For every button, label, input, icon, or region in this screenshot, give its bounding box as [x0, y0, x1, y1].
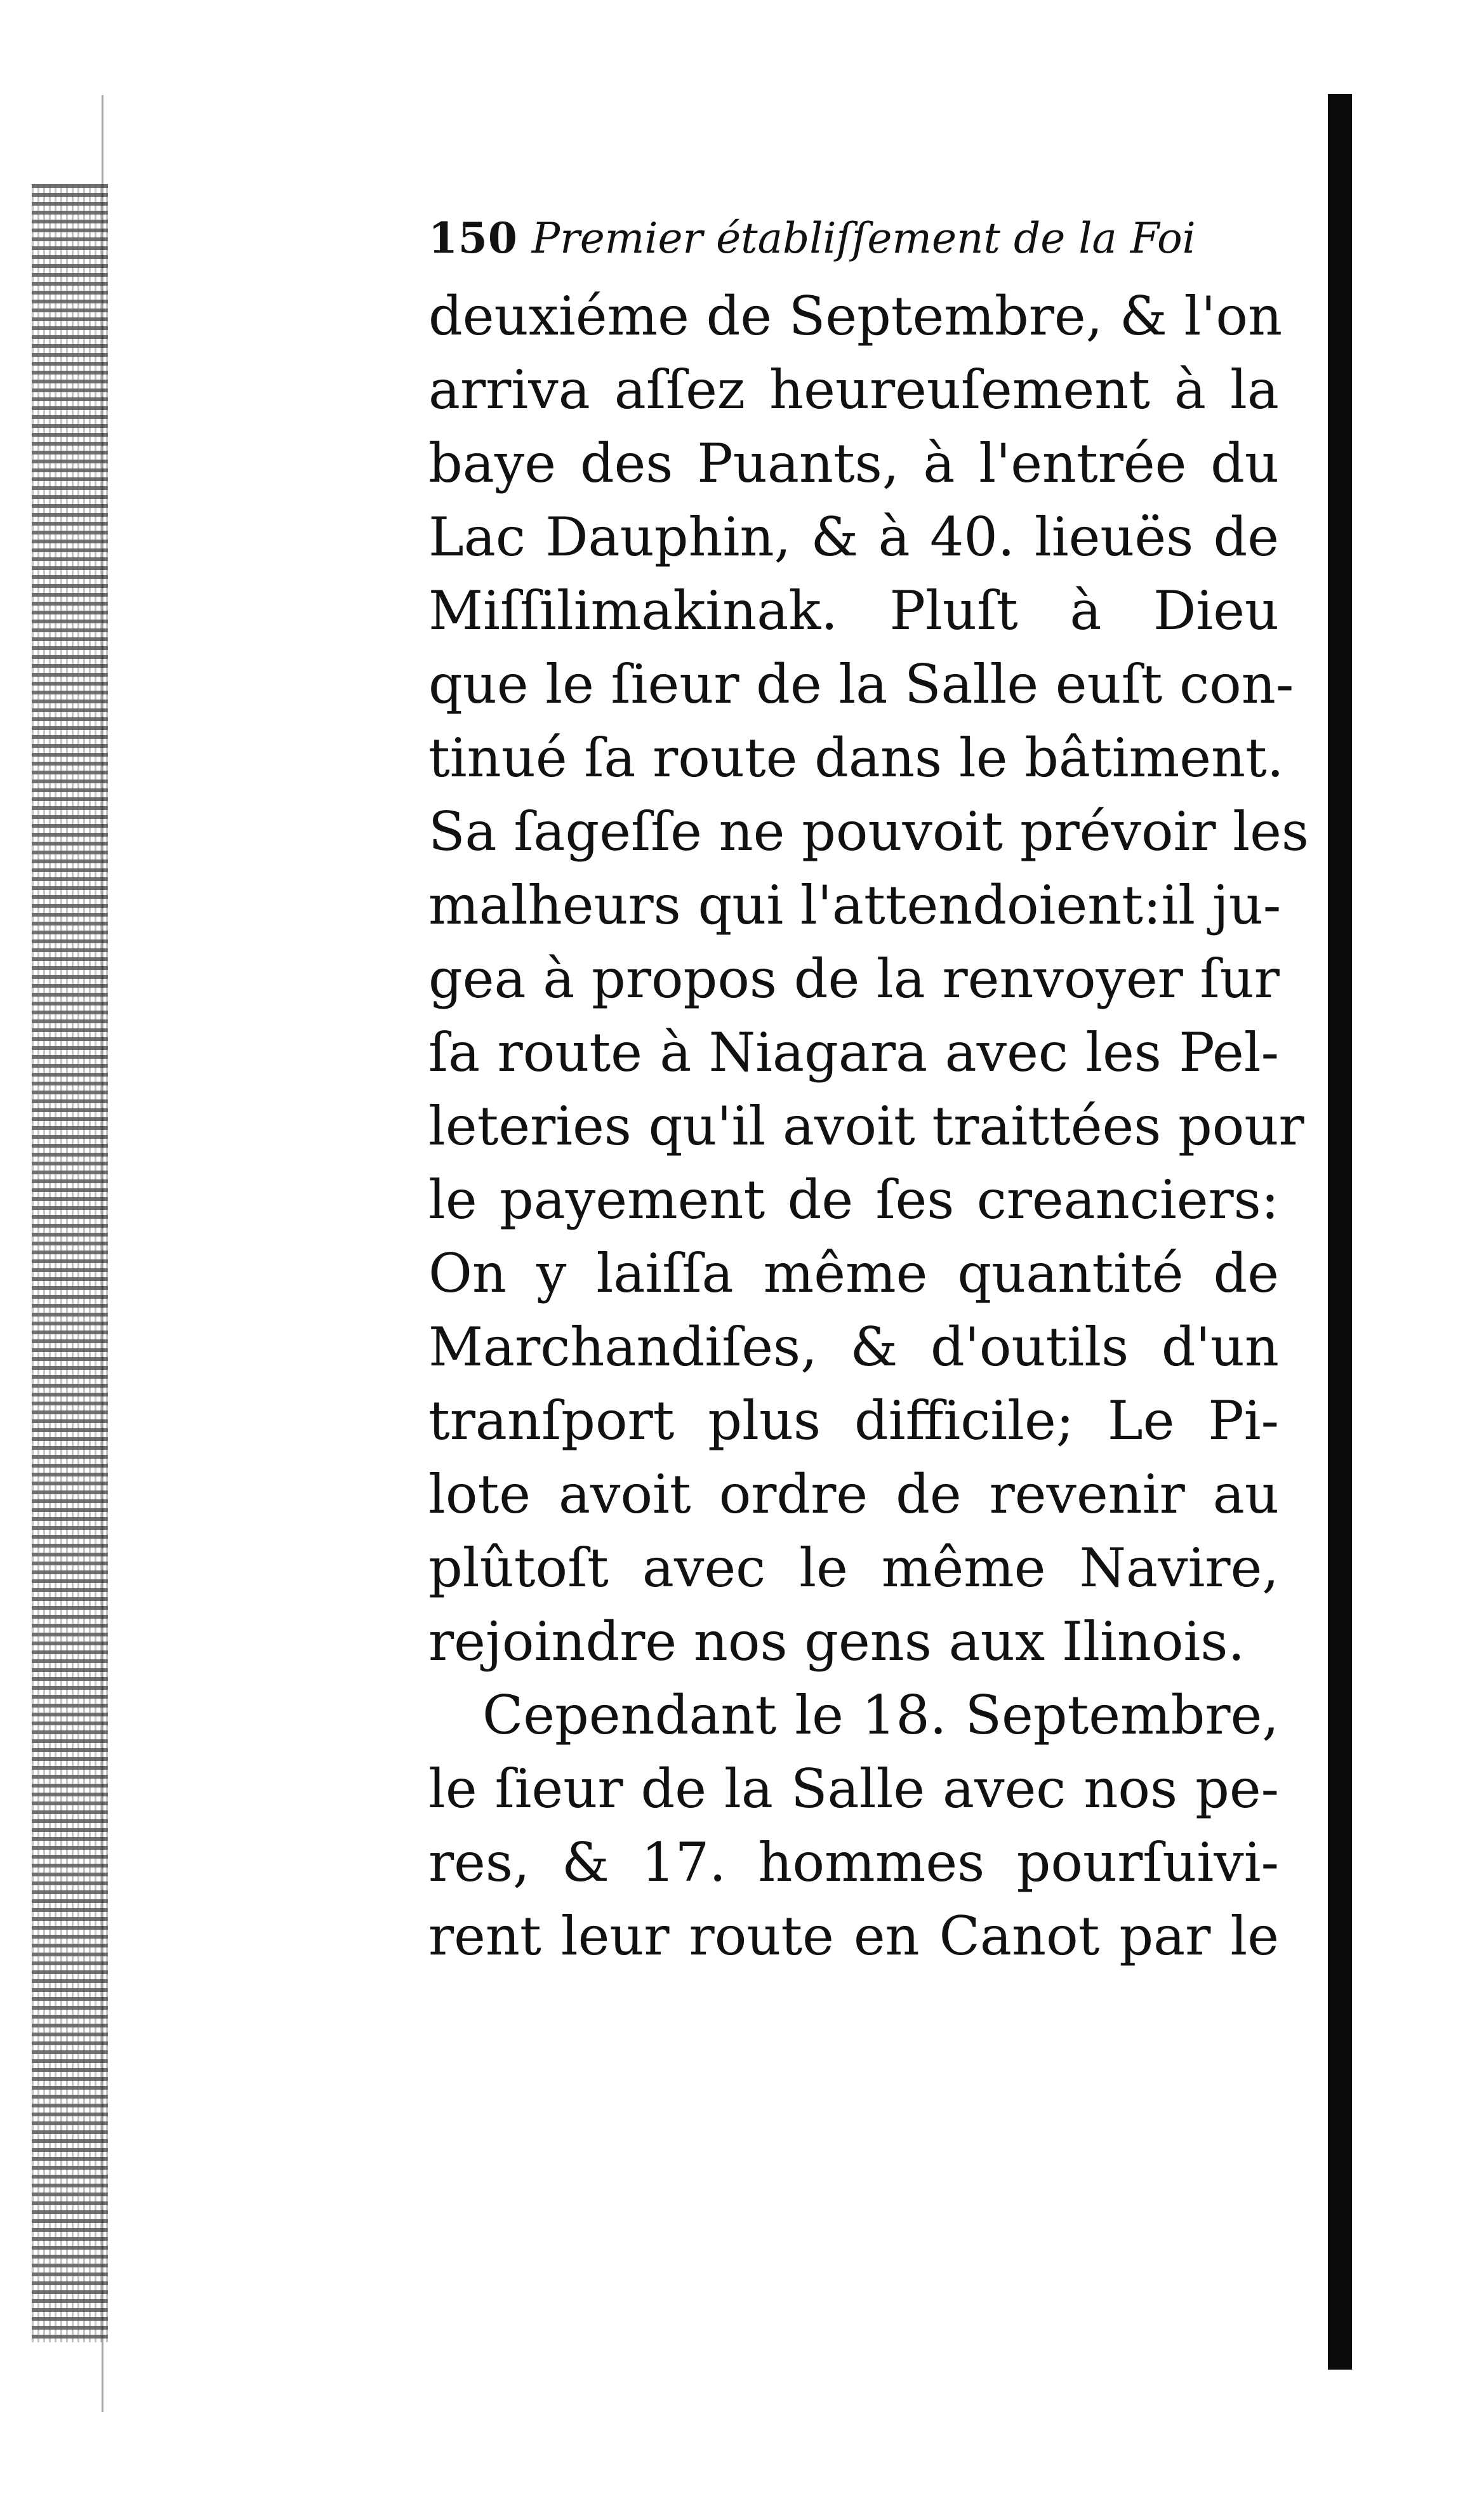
page-number: 150	[428, 213, 518, 263]
text-line: deuxiéme de Septembre, & l'on	[428, 285, 1283, 347]
text-line: tinué ſa route dans le bâtiment.	[428, 727, 1284, 789]
text-line: Sa ſageſſe ne pouvoit prévoir les	[428, 800, 1309, 863]
page-edge-bar	[1328, 94, 1352, 2370]
text-line: On y laiſſa même quantité de	[428, 1242, 1279, 1304]
running-head	[428, 203, 1279, 273]
text-line: tranſport plus difficile; Le Pi-	[428, 1390, 1279, 1452]
text-line: Lac Dauphin, & à 40. lieuës de	[428, 506, 1279, 568]
text-line: rent leur route en Canot par le	[428, 1905, 1279, 1967]
text-line: gea à propos de la renvoyer ſur	[428, 948, 1280, 1010]
text-line: res, & 17. hommes pourſuivi-	[428, 1831, 1279, 1894]
book-page	[428, 203, 1309, 1973]
text-line: Marchandiſes, & d'outils d'un	[428, 1316, 1279, 1378]
running-head-title: Premier établiſſement de la Foi	[531, 214, 1196, 263]
text-line: rejoindre nos gens aux Ilinois.	[428, 1610, 1245, 1673]
text-line: baye des Puants, à l'entrée du	[428, 432, 1279, 494]
text-line: le ſieur de la Salle avec nos pe-	[428, 1758, 1279, 1820]
text-line: Miſſilimakinak. Pluſt à Dieu	[428, 580, 1279, 642]
text-line: malheurs qui l'attendoient:il ju-	[428, 874, 1282, 936]
binding-gutter-noise	[32, 184, 108, 2342]
text-line: leteries qu'il avoit traittées pour	[428, 1095, 1304, 1157]
text-line: ſa route à Niagara avec les Pel-	[428, 1021, 1279, 1084]
text-line: plûtoſt avec le même Navire,	[428, 1537, 1279, 1599]
binding-gutter-line	[102, 95, 103, 2412]
page-text	[428, 279, 1309, 1973]
text-line: le payement de ſes creanciers:	[428, 1169, 1279, 1231]
text-line: arriva aſſez heureuſement à la	[428, 359, 1279, 421]
text-line: lote avoit ordre de revenir au	[428, 1463, 1279, 1525]
text-line-paragraph-start: Cependant le 18. Septembre,	[482, 1684, 1279, 1746]
text-line: que le ſieur de la Salle euſt con-	[428, 653, 1294, 715]
